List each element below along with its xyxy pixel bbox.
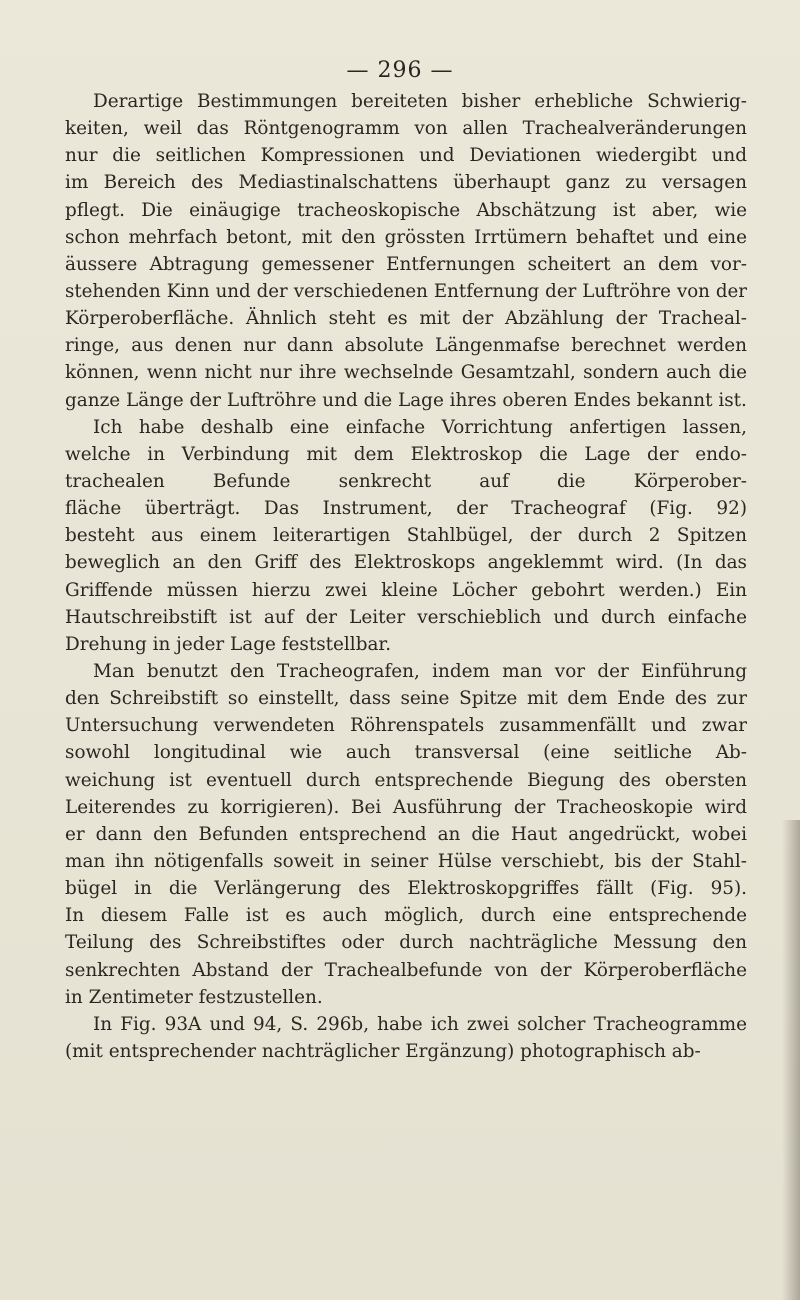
text-line: Drehung in jeder Lage feststellbar.: [65, 633, 392, 655]
text-line: In diesem Falle ist es auch möglich, durch eine entsprechende: [65, 905, 747, 927]
text-line: Hautschreibstift ist auf der Leiter verschieblich und durch einfache: [65, 606, 747, 628]
text-line: Leiterendes zu korrigieren). Bei Ausführung der Tracheoskopie wird: [65, 796, 747, 818]
text-line: fläche überträgt. Das Instrument, der Tracheograf (Fig. 92): [65, 498, 747, 520]
text-line: schon mehrfach betont, mit den grössten Irrtümern behaftet und eine: [65, 226, 747, 248]
text-line: bügel in die Verlängerung des Elektroskopgriffes fällt (Fig. 95).: [65, 878, 747, 900]
text-line: nur die seitlichen Kompressionen und Deviationen wiedergibt und: [65, 145, 747, 167]
text-line: pflegt. Die einäugige tracheoskopische Abschätzung ist aber, wie: [65, 199, 747, 221]
text-line: In Fig. 93A und 94, S. 296b, habe ich zwei solcher Tracheogramme: [93, 1013, 747, 1035]
page-edge-shadow: [782, 820, 800, 1300]
text-line: den Schreibstift so einstellt, dass seine Spitze mit dem Ende des zur: [65, 688, 747, 710]
text-line: im Bereich des Mediastinalschattens überhaupt ganz zu versagen: [65, 172, 747, 194]
body-text: [65, 88, 747, 1065]
text-line: äussere Abtragung gemessener Entfernungen scheitert an dem vor-: [65, 253, 747, 275]
text-line: keiten, weil das Röntgenogramm von allen Trachealveränderungen: [65, 118, 747, 140]
text-line: senkrechten Abstand der Trachealbefunde von der Körperoberfläche: [65, 959, 747, 981]
text-line: besteht aus einem leiterartigen Stahlbügel, der durch 2 Spitzen: [65, 525, 747, 547]
text-line: welche in Verbindung mit dem Elektroskop die Lage der endo-: [65, 443, 747, 465]
text-line: man ihn nötigenfalls soweit in seiner Hülse verschiebt, bis der Stahl-: [65, 850, 747, 872]
text-line: Man benutzt den Tracheografen, indem man vor der Einführung: [93, 660, 747, 682]
page-number-header: — 296 —: [346, 58, 454, 83]
text-line: beweglich an den Griff des Elektroskops angeklemmt wird. (In das: [65, 552, 747, 574]
text-line: weichung ist eventuell durch entsprechende Biegung des obersten: [65, 769, 747, 791]
text-line: (mit entsprechender nachträglicher Ergänzung) photographisch ab-: [65, 1040, 701, 1062]
text-line: Ich habe deshalb eine einfache Vorrichtung anfertigen lassen,: [93, 416, 747, 438]
text-line: Teilung des Schreibstiftes oder durch nachträgliche Messung den: [65, 932, 747, 954]
text-line: Derartige Bestimmungen bereiteten bisher erhebliche Schwierig-: [93, 91, 747, 112]
text-line: können, wenn nicht nur ihre wechselnde Gesamtzahl, sondern auch die: [65, 362, 747, 384]
text-line: Griffende müssen hierzu zwei kleine Löcher gebohrt werden.) Ein: [65, 579, 747, 601]
text-line: ringe, aus denen nur dann absolute Längenmafse berechnet werden: [65, 335, 747, 357]
text-line: sowohl longitudinal wie auch transversal (eine seitliche Ab-: [65, 742, 747, 764]
text-line: Untersuchung verwendeten Röhrenspatels zusammenfällt und zwar: [65, 715, 747, 737]
text-line: trachealen Befunde senkrecht auf die Körperober-: [65, 470, 747, 492]
text-line: in Zentimeter festzustellen.: [65, 986, 323, 1008]
text-line: stehenden Kinn und der verschiedenen Entfernung der Luftröhre von der: [65, 280, 747, 302]
text-line: ganze Länge der Luftröhre und die Lage ihres oberen Endes bekannt ist.: [65, 389, 747, 411]
text-line: er dann den Befunden entsprechend an die Haut angedrückt, wobei: [65, 823, 747, 845]
text-line: Körperoberfläche. Ähnlich steht es mit der Abzählung der Tracheal-: [65, 308, 747, 330]
